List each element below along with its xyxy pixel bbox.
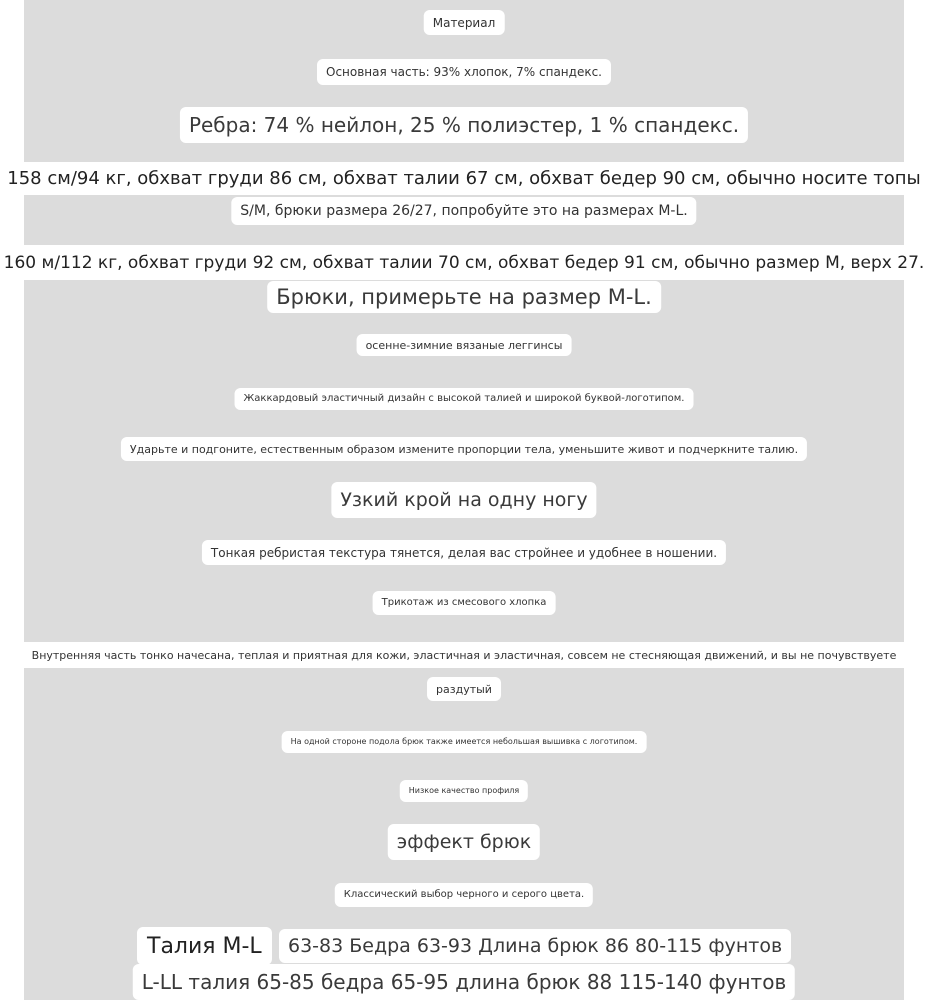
feature-slim-cut-heading: Узкий крой на одну ногу bbox=[331, 482, 596, 518]
model-1-size-advice: S/M, брюки размера 26/27, попробуйте это на размерах M-L. bbox=[231, 197, 696, 225]
feature-inner-fleece: Внутренняя часть тонко начесана, теплая и приятная для кожи, эластичная и эластичная, совсем не стесняющая движений, и вы не почувствуете bbox=[0, 642, 928, 668]
size-row-l-ll: L-LL талия 65-85 бедра 65-95 длина брюк 88 115-140 фунтов bbox=[133, 964, 795, 1000]
main-fabric-composition: Основная часть: 93% хлопок, 7% спандекс. bbox=[317, 59, 611, 85]
feature-lift: Ударьте и подгоните, естественным образом измените пропорции тела, уменьшите живот и подчеркните талию. bbox=[121, 437, 807, 461]
model-1-measurements: 158 см/94 кг, обхват груди 86 см, обхват талии 67 см, обхват бедер 90 см, обычно носите топы bbox=[0, 162, 928, 195]
feature-embroidery: На одной стороне подола брюк также имеется небольшая вышивка с логотипом. bbox=[282, 731, 647, 753]
size-row-m-l bbox=[0, 927, 928, 965]
material-title: Материал bbox=[424, 10, 505, 35]
size-m-l-label: Талия M-L bbox=[137, 927, 272, 965]
feature-jacquard: Жаккардовый эластичный дизайн с высокой талией и широкой буквой-логотипом. bbox=[235, 388, 694, 410]
model-2-measurements: 160 м/112 кг, обхват груди 92 см, обхват талии 70 см, обхват бедер 91 см, обычно размер M, верх 27. bbox=[0, 245, 928, 280]
product-name: осенне-зимние вязаные леггинсы bbox=[357, 334, 572, 356]
feature-knit: Трикотаж из смесового хлопка bbox=[373, 591, 556, 615]
rib-fabric-composition: Ребра: 74 % нейлон, 25 % полиэстер, 1 % спандекс. bbox=[180, 107, 748, 143]
feature-rib-texture: Тонкая ребристая текстура тянется, делая вас стройнее и удобнее в ношении. bbox=[202, 540, 726, 565]
feature-inner-fleece-continued: раздутый bbox=[427, 677, 501, 701]
feature-effect-heading: эффект брюк bbox=[388, 824, 540, 860]
size-m-l-values: 63-83 Бедра 63-93 Длина брюк 86 80-115 фунтов bbox=[279, 929, 791, 963]
model-2-size-advice: Брюки, примерьте на размер M-L. bbox=[267, 281, 661, 313]
feature-profile: Низкое качество профиля bbox=[400, 780, 528, 802]
feature-colors: Классический выбор черного и серого цвета. bbox=[335, 883, 593, 907]
